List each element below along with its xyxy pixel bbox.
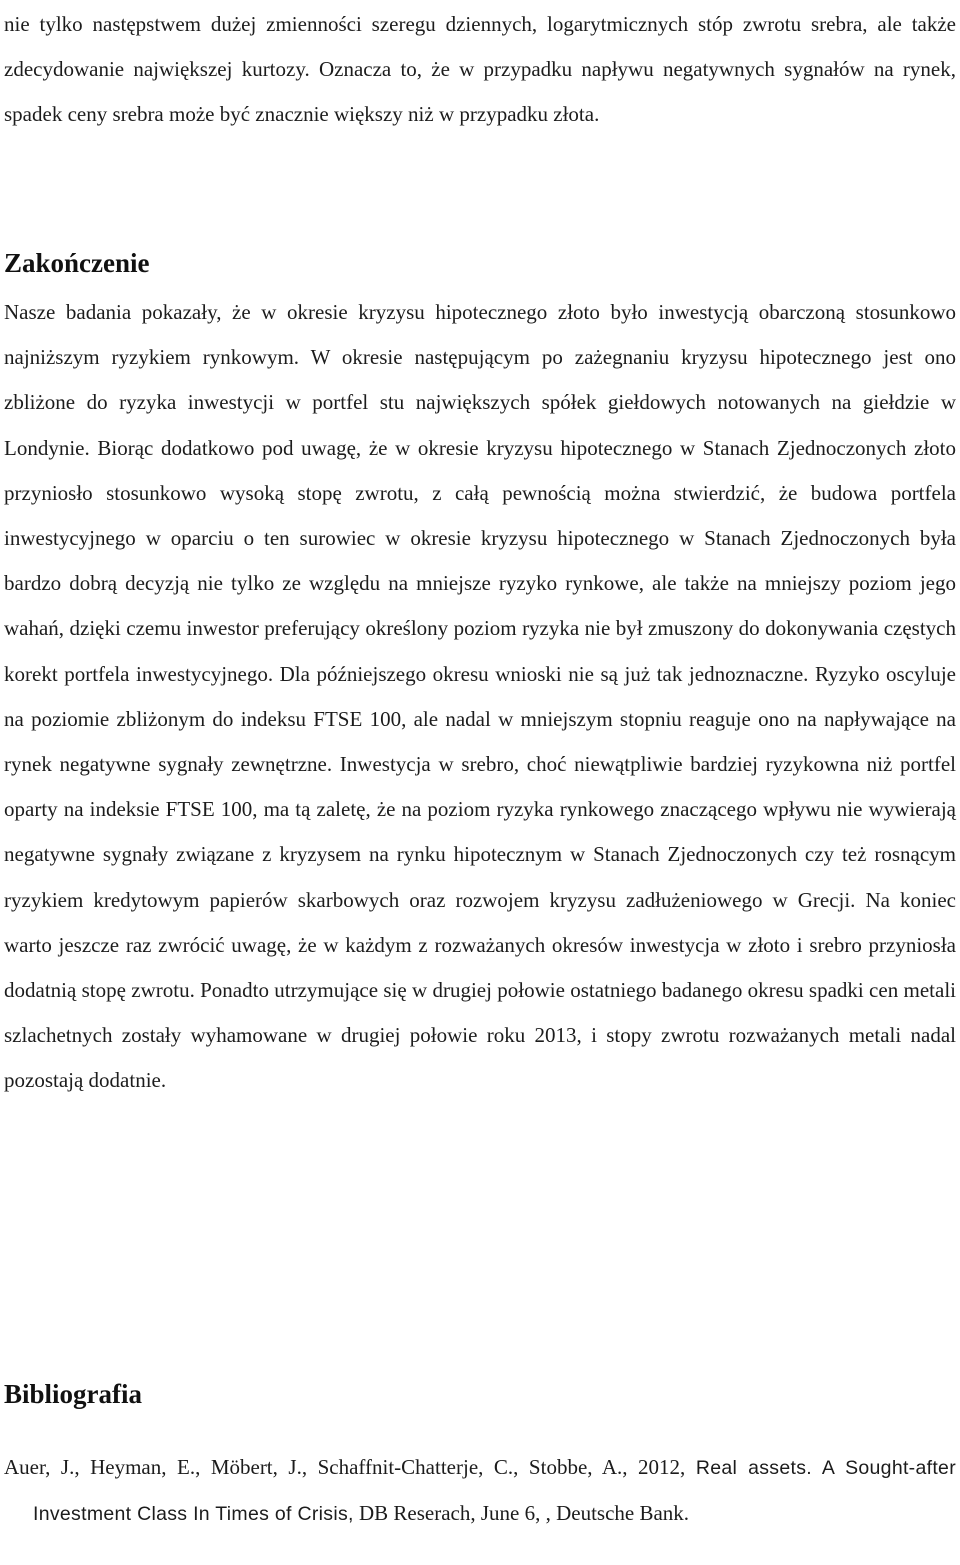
bibliography-heading: Bibliografia <box>4 1379 143 1409</box>
intro-paragraph-continuation: nie tylko następstwem dużej zmienności szeregu dziennych, logarytmicznych stóp zwrotu srebra, ale także zdecydowanie największej kurtozy. Oznacza to, że w przypadku napływu negatywnych sygnałów na rynek, spadek ceny srebra może być znacznie większy niż w przypadku złota. <box>4 12 956 127</box>
bibliography-entry-title: Real assets. A Sought-after Investment Class In Times of Crisis, <box>33 1457 956 1525</box>
bibliography-entry-authors: Auer, J., Heyman, E., Möbert, J., Schaffnit-Chatterje, C., Stobbe, A., 2012, <box>4 1455 686 1479</box>
conclusion-heading: Zakończenie <box>4 248 150 278</box>
conclusion-section <box>4 290 956 1104</box>
conclusion-paragraph: Nasze badania pokazały, że w okresie kryzysu hipotecznego złoto było inwestycją obarczoną stosunkowo najniższym ryzykiem rynkowym. W okresie następującym po zażegnaniu kryzysu hipotecznego jest ono zbliżone do ryzyka inwestycji w portfel stu największych spółek giełdowych notowanych na giełdzie w Londynie. Biorąc dodatkowo pod uwagę, że w okresie kryzysu hipotecznego w Stanach Zjednoczonych złoto przyniosło stosunkowo wysoką stopę zwrotu, z całą pewnością można stwierdzić, że budowa portfela inwestycyjnego w oparciu o ten surowiec w okresie kryzysu hipotecznego w Stanach Zjednoczonych była bardzo dobrą decyzją nie tylko ze względu na mniejsze ryzyko rynkowe, ale także na mniejszy poziom jego wahań, dzięki czemu inwestor preferujący określony poziom ryzyka nie był zmuszony do dokonywania częstych korekt portfela inwestycyjnego. Dla późniejszego okresu wnioski nie są już tak jednoznaczne. Ryzyko oscyluje na poziomie zbliżonym do indeksu FTSE 100, ale nadal w mniejszym stopniu reaguje ono na napływające na rynek negatywne sygnały zewnętrzne. Inwestycja w srebro, choć niewątpliwie bardziej ryzykowna niż portfel oparty na indeksie FTSE 100, ma tą zaletę, że na poziom ryzyka rynkowego znaczącego wpływu nie wywierają negatywne sygnały związane z kryzysem na rynku hipotecznym w Stanach Zjednoczonych czy też rosnącym ryzykiem kredytowym papierów skarbowych oraz rozwojem kryzysu zadłużeniowego w Grecji. Na koniec warto jeszcze raz zwrócić uwagę, że w każdym z rozważanych okresów inwestycja w złoto i srebro przyniosła dodatnią stopę zwrotu. Ponadto utrzymujące się w drugiej połowie ostatniego badanego okresu spadki cen metali szlachetnych zostały wyhamowane w drugiej połowie roku 2013, i stopy zwrotu rozważanych metali nadal pozostają dodatnie. <box>4 300 956 1093</box>
document-page <box>4 0 956 1525</box>
bibliography-entry <box>4 1445 956 1537</box>
bibliography-entry-publisher: DB Reserach, June 6, , Deutsche Bank. <box>358 1501 690 1525</box>
bibliography-list <box>4 1445 956 1537</box>
